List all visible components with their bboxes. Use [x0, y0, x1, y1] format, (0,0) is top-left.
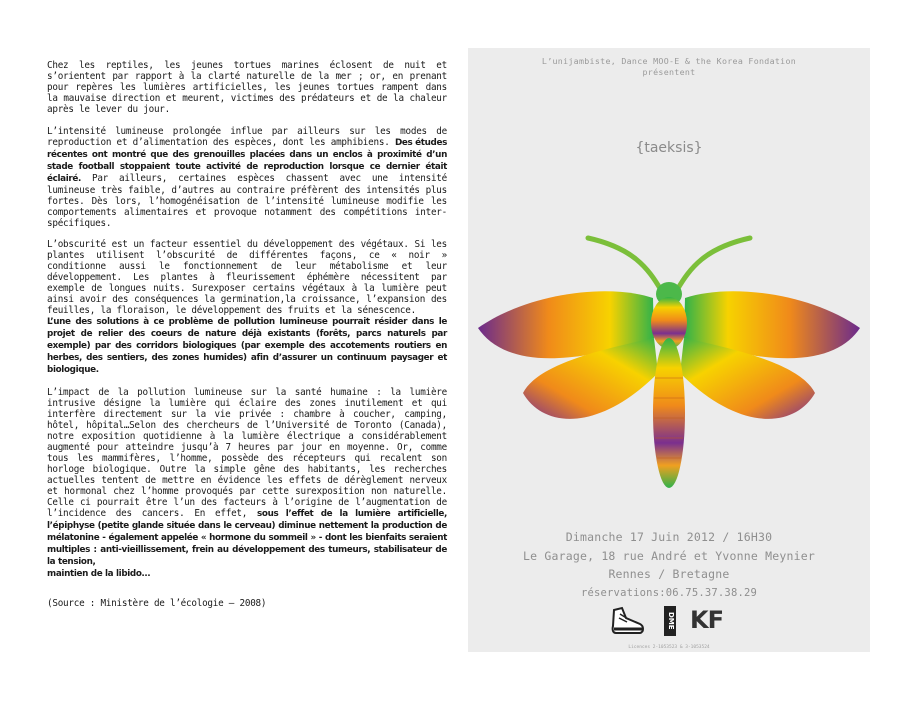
intensity-study: Des études récentes ont montré que des grenouilles placées dans un enclos à proximité d’un stade football stoppaient toute activité de reproduction lorsque ce dernier était éclairé.: [47, 137, 447, 184]
event-reservations: réservations:06.75.37.38.29: [580, 586, 758, 599]
paragraph-intensity: [47, 126, 447, 229]
dme-logo: DME: [664, 606, 676, 636]
sponsor-logos: [606, 604, 746, 640]
event-info: [468, 528, 870, 602]
plants-text: L’obscurité est un facteur essentiel du développement des végétaux. Si les plantes utilisent l’obscurité de différentes façons, ce « noir » conditionne aussi le fonctionnement de leur métabolisme et leur développement. Les plantes à fleurissement éphémère nécessitent par exemple de longues nuits. Surexposer certains végétaux à la lumière peut ainsi avoir des conséquences la germination,la croissance, l’expansion des feuilles, la floraison, le développement des fruits et la sénescence.: [47, 239, 447, 316]
paragraph-health: [47, 387, 447, 580]
kf-logo: KF: [690, 606, 723, 634]
presenters: [468, 56, 870, 78]
moth-illustration: [468, 198, 870, 508]
article-column: [47, 60, 447, 619]
source-citation: (Source : Ministère de l’écologie – 2008): [47, 597, 267, 609]
presenters-verb: présentent: [642, 67, 696, 77]
intensity-intro: L’intensité lumineuse prolongée influe par ailleurs sur les modes de reproduction et d’alimentation des espèces, dont les amphibiens.: [47, 125, 447, 148]
intensity-rest: Par ailleurs, certaines espèces chassent avec une intensité lumineuse très faible, d’autres au contraire préfèrent des intensités plus fortes. Dès lors, l’homogénéisation de l’intensité lumineuse modifie les comportements alimentaires et provoque notamment des compétitions inter-spécifiques.: [47, 172, 447, 229]
poster-title: {taeksis}: [635, 140, 703, 156]
event-date: Dimanche 17 Juin 2012 / 16H30: [565, 530, 773, 544]
health-libido: maintien de la libido…: [47, 568, 151, 579]
antenna-left: [588, 238, 661, 290]
presenters-names: L’unijambiste, Dance MOO-E & the Korea Fondation: [541, 56, 797, 66]
shoe-logo-icon: [610, 604, 646, 638]
plants-solution: L’une des solutions à ce problème de pollution lumineuse pourrait résider dans le projet de relier des coeurs de nature déjà existants (forêts, parcs naturels par exemple) par des corridors biologiques (par exemple des accotements routiers en herbes, des sentiers, des zones humides) afin d’assurer un continuum paysager et biologique.: [47, 317, 447, 375]
health-text: L’impact de la pollution lumineuse sur la santé humaine : la lumière intrusive désigne la lumière qui éclaire des zones inutilement et qui interfère directement sur la vie privée : chambre à coucher, camping, hôtel, hôpital…Selon des chercheurs de l’Université de Toronto (Canada), notre exposition quotidienne à la lumière électrique a considérablement augmenté pour atteindre jusqu’à 7 heures par jour en moyenne. Or, comme tous les mammifères, l’homme, possède des récepteurs qui recalent son horloge biologique. Outre la simple gêne des habitants, les recherches actuelles tentent de mettre en évidence les effets de dérèglement nerveux et hormonal chez l’homme provoqués par cette surexposition non naturelle. Celle ci pourrait être l’un des facteurs à l’origine de l’augmentation de l’incidence des cancers. En effet,: [47, 386, 447, 519]
event-city: Rennes / Bretagne: [608, 567, 730, 581]
moth-abdomen: [653, 338, 685, 488]
license-numbers: Licences 2-1053523 & 3-1053524: [628, 645, 710, 650]
event-venue: Le Garage, 18 rue André et Yvonne Meynier: [522, 548, 816, 563]
paragraph-reptiles: Chez les reptiles, les jeunes tortues marines éclosent de nuit et s’orientent par rapport à la clarté naturelle de la mer ; or, en prenant pour repères les lumières artificielles, les jeunes tortues rampent dans la mauvaise direction et meurent, victimes des prédateurs et de la chaleur après le lever du jour.: [47, 60, 447, 115]
paragraph-plants: [47, 239, 447, 376]
health-melatonin: sous l’effet de la lumière artificielle, l’épiphyse (petite glande située dans le cerveau) diminue nettement la production de mélatonine - également appelée « hormone du sommeil » - dont les bienfaits seraient multiples : anti-vieillissement, frein au développement des tumeurs, stabilisateur de la tension,: [47, 508, 447, 567]
event-poster: [468, 48, 870, 652]
antenna-right: [677, 238, 750, 290]
